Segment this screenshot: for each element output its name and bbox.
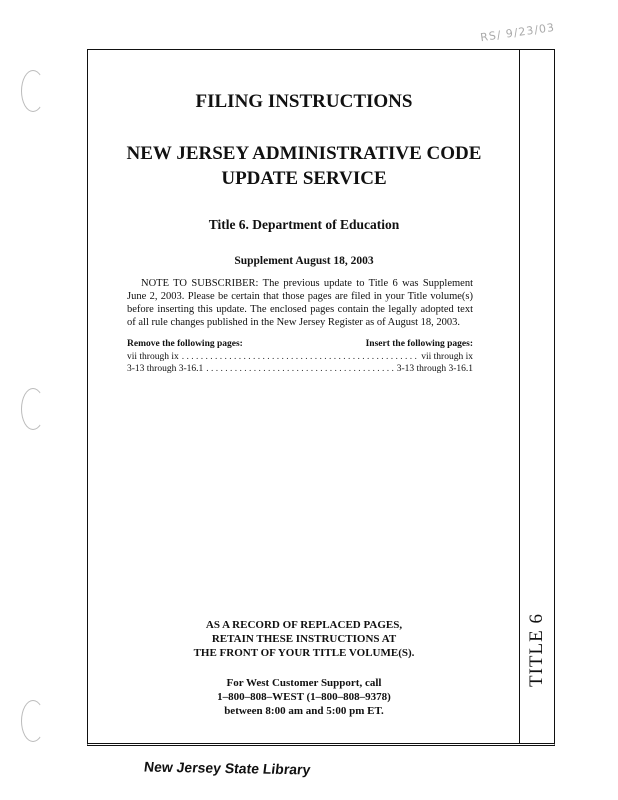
- support-phone: 1–800–808–WEST (1–800–808–9378): [217, 691, 391, 703]
- insert-pages: 3-13 through 3-16.1: [396, 364, 473, 374]
- record-line-1: AS A RECORD OF REPLACED PAGES,: [205, 619, 403, 631]
- remove-pages: 3-13 through 3-16.1: [127, 364, 204, 374]
- table-row: [127, 363, 473, 375]
- code-title-line-2: UPDATE SERVICE: [221, 168, 387, 189]
- record-line-2: RETAIN THESE INSTRUCTIONS AT: [211, 633, 397, 645]
- remove-header: Remove the following pages:: [127, 339, 243, 349]
- binder-hole-middle: [21, 388, 45, 430]
- library-stamp: New Jersey State Library: [143, 758, 312, 778]
- code-title: [107, 141, 501, 191]
- record-notice: [107, 618, 501, 660]
- title-tab-label: [519, 575, 554, 725]
- insert-header: Insert the following pages:: [365, 339, 473, 349]
- binder-hole-top: [21, 70, 45, 112]
- dot-leader: [206, 363, 393, 375]
- pages-table-header: [127, 339, 473, 349]
- handwritten-annotation: RS/ 9/23/03: [479, 20, 556, 45]
- supplement-date: Supplement August 18, 2003: [234, 255, 374, 267]
- support-line-1: For West Customer Support, call: [226, 677, 382, 689]
- remove-pages: vii through ix: [127, 352, 179, 362]
- support-hours: between 8:00 am and 5:00 pm ET.: [224, 705, 384, 717]
- table-row: [127, 351, 473, 363]
- record-line-3: THE FRONT OF YOUR TITLE VOLUME(S).: [193, 647, 415, 659]
- title-department: Title 6. Department of Education: [208, 217, 400, 232]
- subscriber-note: [107, 277, 501, 329]
- page-title: FILING INSTRUCTIONS: [195, 91, 413, 112]
- binder-hole-bottom: [21, 700, 45, 742]
- insert-pages: vii through ix: [421, 352, 473, 362]
- instructions-content: [107, 49, 501, 375]
- tab-label-text: TITLE 6: [525, 612, 547, 688]
- subscriber-note-text: NOTE TO SUBSCRIBER: The previous update to Title 6 was Supplement June 2, 2003. Please be certain that those pages are filed in your Title volume(s) before inserting this update. The enclosed pages contain the legally adopted text of all rule changes published in the New Jersey Register as of August 18, 2003.: [127, 278, 473, 328]
- dot-leader: [182, 351, 419, 363]
- pages-table: [107, 339, 501, 375]
- customer-support: [107, 676, 501, 718]
- code-title-line-1: NEW JERSEY ADMINISTRATIVE CODE: [126, 143, 482, 164]
